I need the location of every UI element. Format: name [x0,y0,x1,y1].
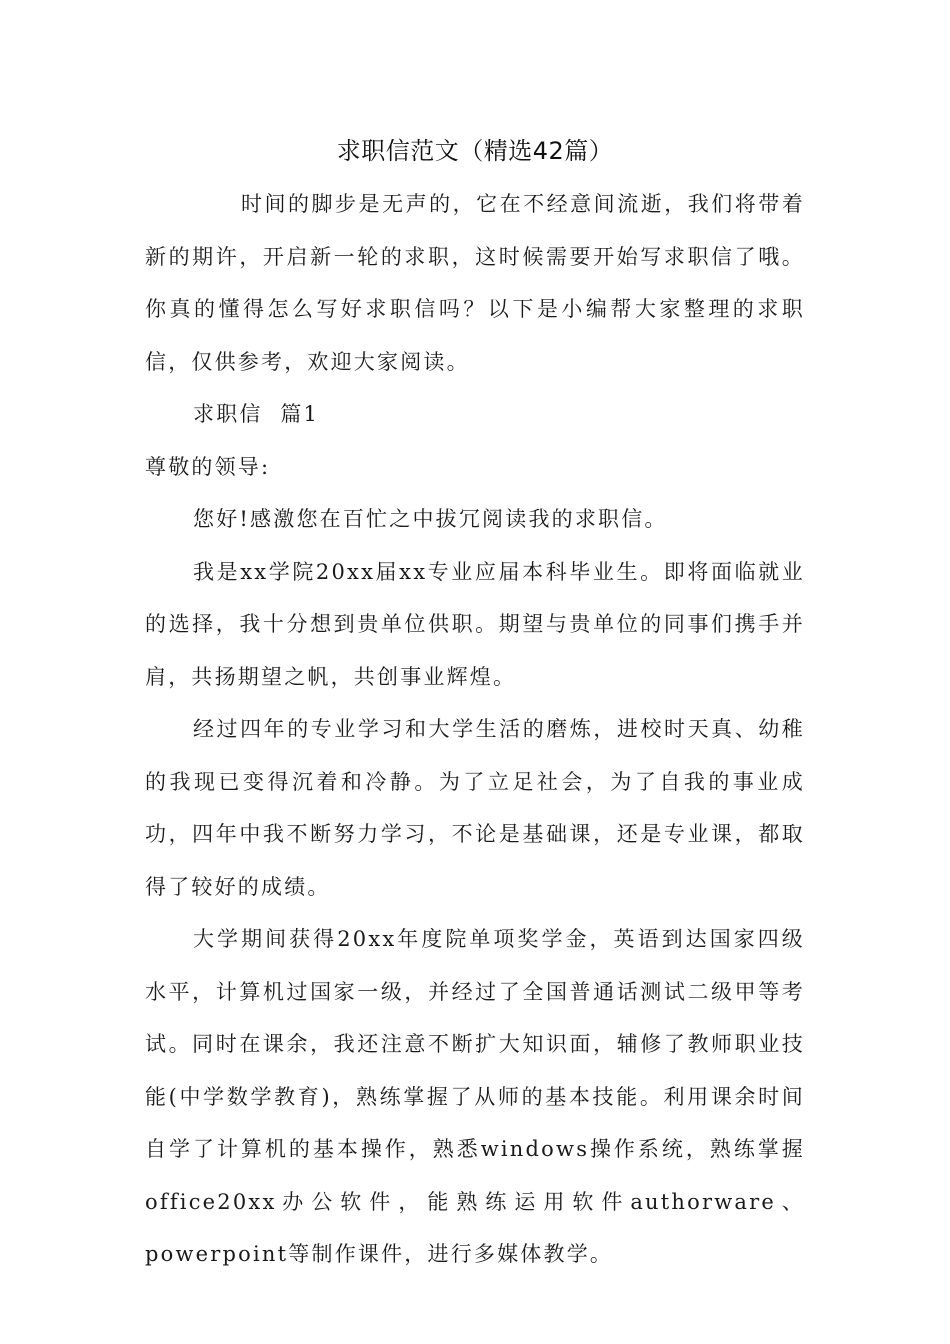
section-heading: 求职信 篇1 [193,402,320,426]
body-paragraph-2: 我是xx学院20xx届xx专业应届本科毕业生。即将面临就业的选择，我十分想到贵单位供职。期望与贵单位的同事们携手并肩，共扬期望之帆，共创事业辉煌。 [145,559,805,689]
salutation: 尊敬的领导: [145,454,271,479]
body-paragraph-1: 您好!感激您在百忙之中拔冗阅读我的求职信。 [193,507,668,531]
document-title: 求职信范文（精选42篇） [336,137,614,165]
document-body [145,178,805,1281]
body-paragraph-4: 大学期间获得20xx年度院单项奖学金，英语到达国家四级水平，计算机过国家一级，并经过了全国普通话测试二级甲等考试。同时在课余，我还注意不断扩大知识面，辅修了教师职业技能(中学数学教育)，熟练掌握了从师的基本技能。利用课余时间自学了计算机的基本操作，熟悉windows操作系统，熟练掌握office20xx办公软件，能熟练运用软件authorware、powerpoint等制作课件，进行多媒体教学。 [145,927,805,1266]
intro-paragraph: 时间的脚步是无声的，它在不经意间流逝，我们将带着新的期许，开启新一轮的求职，这时候需要开始写求职信了哦。你真的懂得怎么写好求职信吗？以下是小编帮大家整理的求职信，仅供参考，欢迎大家阅读。 [145,192,805,374]
body-paragraph-3: 经过四年的专业学习和大学生活的磨炼，进校时天真、幼稚的我现已变得沉着和冷静。为了立足社会，为了自我的事业成功，四年中我不断努力学习，不论是基础课，还是专业课，都取得了较好的成绩。 [145,717,805,899]
